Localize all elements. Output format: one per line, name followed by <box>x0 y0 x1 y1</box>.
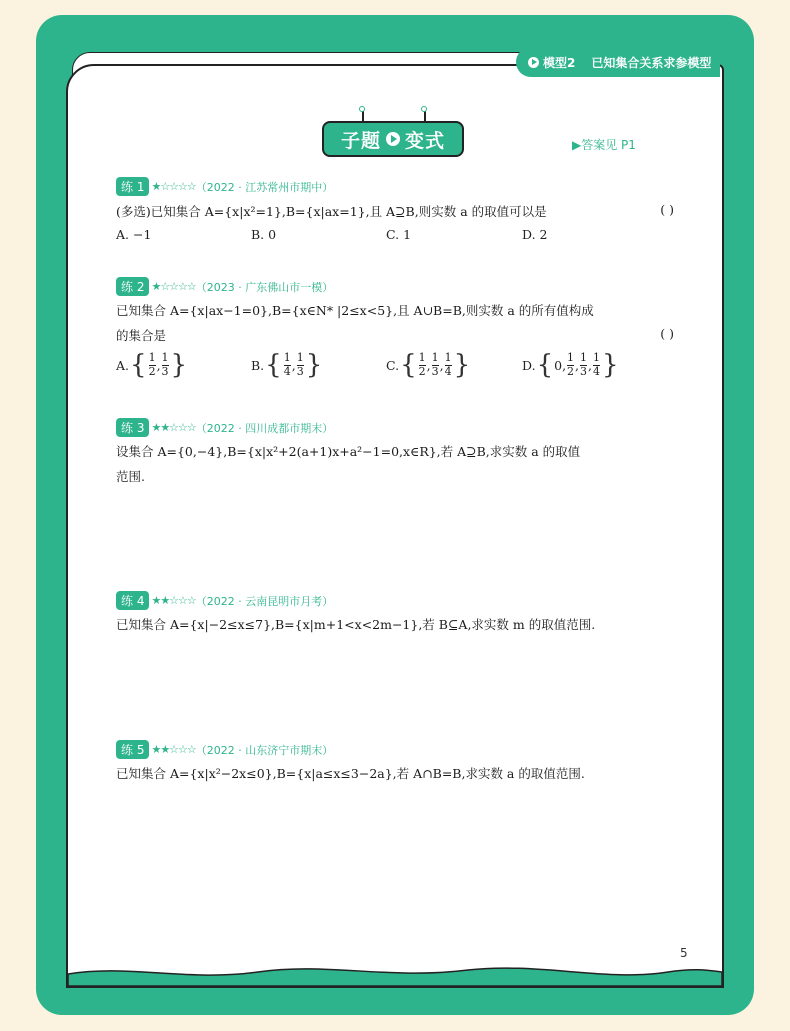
fraction: $\frac{1}{4}$ <box>283 351 291 378</box>
exercise-label: 练 5 <box>116 740 149 759</box>
brace: } <box>453 350 471 380</box>
brace: { <box>130 350 147 380</box>
option-c: C. { $\frac{1}{2}$ , $\frac{1}{3}$ , $\frac{1}{4}$ } <box>386 350 471 380</box>
option-label: D. <box>522 357 536 373</box>
fraction: $\frac{1}{2}$ <box>418 351 426 378</box>
fraction: $\frac{1}{2}$ <box>148 351 156 378</box>
option-label: B. <box>251 357 265 373</box>
exercise-tag <box>116 418 333 437</box>
exercise-tag <box>116 177 333 196</box>
model-title: 已知集合关系求参模型 <box>591 55 712 70</box>
answer-paren: ( ) <box>660 326 674 341</box>
brace: { <box>265 350 282 380</box>
question-text: 已知集合 A={x|−2≤x≤7},B={x|m+1<x<2m−1},若 B⊆A,求实数 m 的取值范围. <box>116 617 596 632</box>
page-number: 5 <box>680 946 688 960</box>
option-b: B. 0 <box>251 227 277 242</box>
play-icon <box>528 57 539 68</box>
option-d: D. 2 <box>522 227 548 242</box>
question-text: 范围. <box>116 469 145 484</box>
option-b: B. { $\frac{1}{4}$ , $\frac{1}{3}$ } <box>251 350 323 380</box>
option-a: A. −1 <box>116 227 152 242</box>
exercise-label: 练 4 <box>116 591 149 610</box>
fraction: $\frac{1}{4}$ <box>444 351 452 378</box>
exercise-source: （2023 · 广东佛山市一模） <box>195 280 334 294</box>
fraction: $\frac{1}{3}$ <box>296 351 304 378</box>
brace: } <box>305 350 323 380</box>
difficulty-stars: ★★☆☆☆ <box>151 421 196 434</box>
exercise-tag <box>116 591 333 610</box>
brace: } <box>170 350 188 380</box>
option-label: A. <box>116 357 130 373</box>
question-text: 的集合是 <box>116 328 167 343</box>
antenna-icon <box>362 111 364 123</box>
exercise-source: （2022 · 四川成都市期末） <box>195 421 334 435</box>
fraction: $\frac{1}{3}$ <box>431 351 439 378</box>
fraction: $\frac{1}{4}$ <box>593 351 601 378</box>
brace: { <box>400 350 417 380</box>
fraction: $\frac{1}{3}$ <box>161 351 169 378</box>
exercise-source: （2022 · 云南昆明市月考） <box>195 594 334 608</box>
section-title-badge <box>322 121 464 157</box>
exercise-label: 练 2 <box>116 277 149 296</box>
difficulty-stars: ★★☆☆☆ <box>151 743 196 756</box>
brace: } <box>602 350 619 380</box>
section-title-left: 子题 <box>340 129 381 152</box>
model-number: 模型2 <box>543 55 576 70</box>
option-a: A. { $\frac{1}{2}$ , $\frac{1}{3}$ } <box>116 350 188 380</box>
set-element: 0 <box>554 357 563 373</box>
exercise-tag <box>116 740 333 759</box>
antenna-icon <box>424 111 426 123</box>
section-title-right: 变式 <box>405 129 446 152</box>
option-d: D. { 0 , $\frac{1}{2}$ , $\frac{1}{3}$ , $\frac{1}{4}$ } <box>522 350 619 380</box>
question-text: 已知集合 A={x|x²−2x≤0},B={x|a≤x≤3−2a},若 A∩B=B,求实数 a 的取值范围. <box>116 766 585 781</box>
model-tab <box>516 47 720 77</box>
answer-reference: ▶答案见 P1 <box>572 138 636 152</box>
question-text: 设集合 A={0,−4},B={x|x²+2(a+1)x+a²−1=0,x∈R},若 A⊇B,求实数 a 的取值 <box>116 444 581 459</box>
difficulty-stars: ★★☆☆☆ <box>151 594 196 607</box>
fraction: $\frac{1}{3}$ <box>580 351 588 378</box>
difficulty-stars: ★☆☆☆☆ <box>151 180 196 193</box>
brace: { <box>536 350 554 380</box>
difficulty-stars: ★☆☆☆☆ <box>151 280 196 293</box>
exercise-label: 练 3 <box>116 418 149 437</box>
fraction: $\frac{1}{2}$ <box>567 351 575 378</box>
question-text: 已知集合 A={x|ax−1=0},B={x∈N* |2≤x<5},且 A∪B=B,则实数 a 的所有值构成 <box>116 303 594 318</box>
exercise-source: （2022 · 山东济宁市期末） <box>195 743 334 757</box>
exercise-tag <box>116 277 333 296</box>
answer-paren: ( ) <box>660 202 674 217</box>
paper-wave <box>68 960 722 986</box>
question-text: (多选)已知集合 A={x|x²=1},B={x|ax=1},且 A⊇B,则实数 a 的取值可以是 <box>116 204 547 219</box>
exercise-source: （2022 · 江苏常州市期中） <box>195 180 334 194</box>
exercise-label: 练 1 <box>116 177 149 196</box>
option-c: C. 1 <box>386 227 412 242</box>
play-icon <box>386 132 400 146</box>
option-label: C. <box>386 357 400 373</box>
